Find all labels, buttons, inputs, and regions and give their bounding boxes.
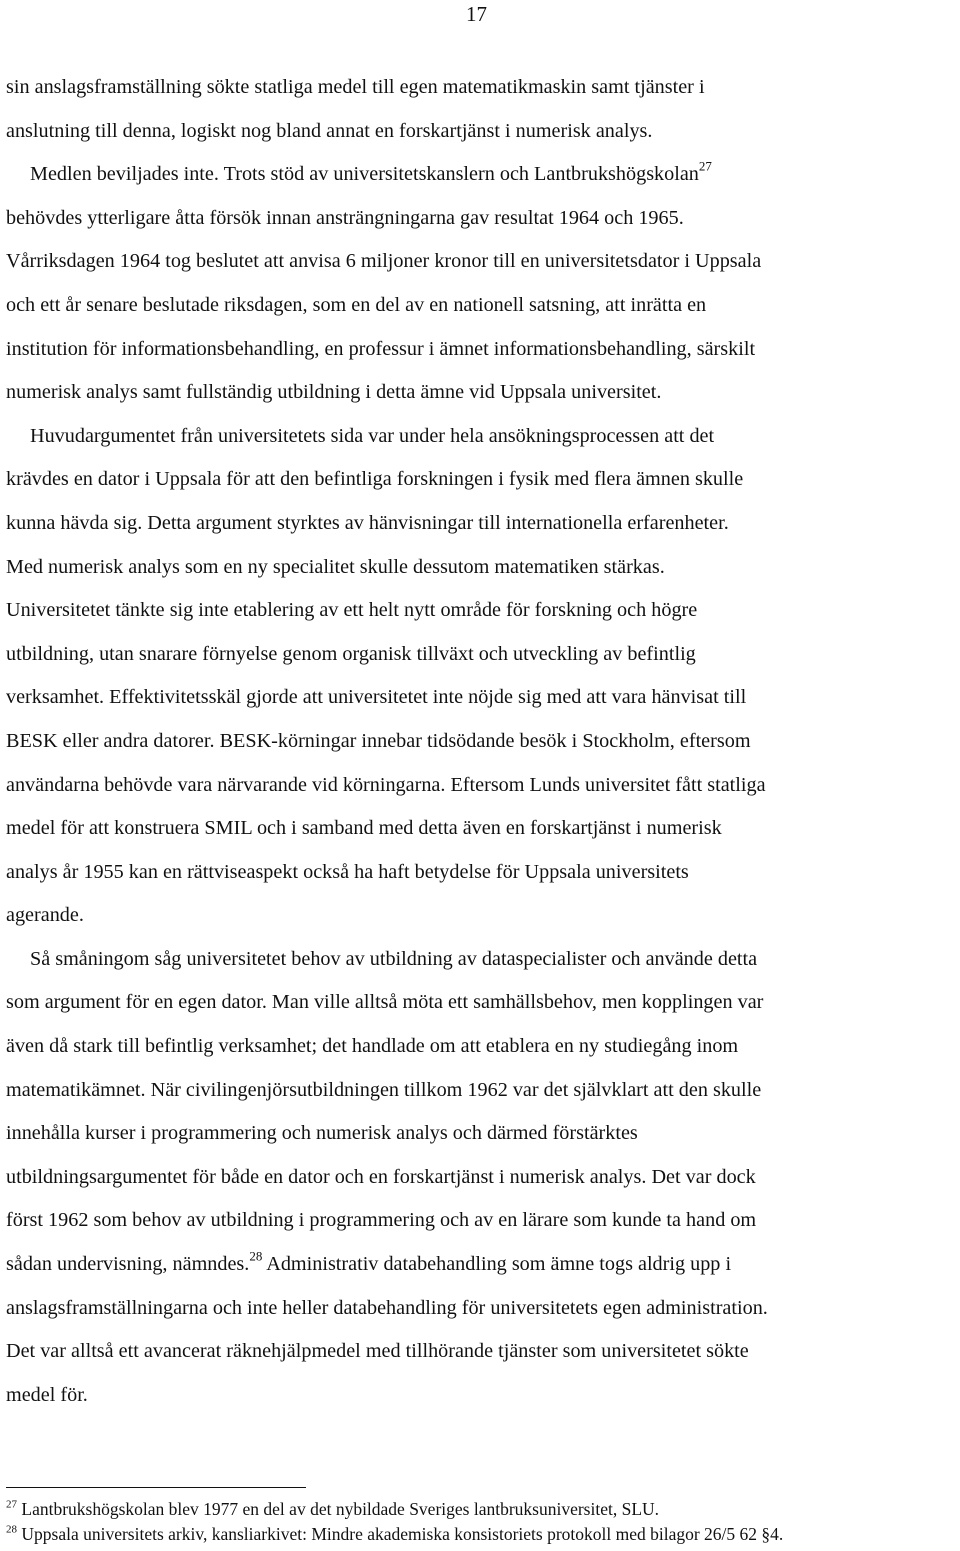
text-line: analys år 1955 kan en rättviseaspekt också ha haft betydelse för Uppsala universitets: [6, 860, 689, 883]
text-line: medel för.: [6, 1383, 88, 1406]
footnote-number: 28: [6, 1523, 17, 1536]
text-segment: Administrativ databehandling som ämne togs aldrig upp i: [262, 1253, 732, 1276]
text-line: [6, 153, 960, 197]
text-line: anslagsframställningarna och inte heller databehandling för universitetets egen administration.: [6, 1296, 768, 1319]
text-line: Det var alltså ett avancerat räknehjälpmedel med tillhörande tjänster som universitetet sökte: [6, 1340, 749, 1363]
text-line: Så småningom såg universitetet behov av utbildning av dataspecialister och använde detta: [30, 947, 758, 970]
text-line: numerisk analys samt fullständig utbildning i detta ämne vid Uppsala universitet.: [6, 381, 662, 404]
text-line: kunna hävda sig. Detta argument styrktes av hänvisningar till internationella erfarenheter.: [6, 511, 729, 534]
text-line: Huvudargumentet från universitetets sida var under hela ansökningsprocessen att det: [30, 424, 715, 447]
text-line: [6, 1243, 960, 1287]
text-line: användarna behövde vara närvarande vid körningarna. Eftersom Lunds universitet fått statliga: [6, 773, 766, 796]
text-line: medel för att konstruera SMIL och i samband med detta även en forskartjänst i numerisk: [6, 817, 722, 840]
text-line: först 1962 som behov av utbildning i programmering och av en lärare som kunde ta hand om: [6, 1209, 757, 1232]
footnote-text: Lantbrukshögskolan blev 1977 en del av det nybildade Sveriges lantbruksuniversitet, SLU.: [17, 1499, 660, 1519]
footnotes: [6, 1497, 956, 1547]
text-segment: sådan undervisning, nämndes.: [6, 1253, 250, 1276]
text-line: behövdes ytterligare åtta försök innan ansträngningarna gav resultat 1964 och 1965.: [6, 206, 684, 229]
text-line: som argument för en egen dator. Man ville alltså möta ett samhällsbehov, men kopplingen var: [6, 991, 764, 1014]
text-line: sin anslagsframställning sökte statliga medel till egen matematikmaskin samt tjänster i: [6, 76, 705, 98]
text-line: verksamhet. Effektivitetsskäl gjorde att universitetet inte nöjde sig med att vara hänvisat till: [6, 686, 747, 709]
page-number: 17: [466, 2, 487, 26]
footnote-27: [6, 1497, 956, 1522]
footnote-text: Uppsala universitets arkiv, kansliarkivet: Mindre akademiska konsistoriets protokoll med bilagor 26/5 62 §4.: [17, 1524, 784, 1544]
text-line: även då stark till befintlig verksamhet; det handlade om att etablera en ny studiegång inom: [6, 1035, 739, 1058]
text-line: matematikämnet. När civilingenjörsutbildningen tillkom 1962 var det självklart att den skulle: [6, 1078, 762, 1101]
text-line: och ett år senare beslutade riksdagen, som en del av en nationell satsning, att inrätta en: [6, 293, 707, 316]
text-line: agerande.: [6, 904, 84, 927]
text-segment: Medlen beviljades inte. Trots stöd av universitetskanslern och Lantbrukshögskolan: [30, 163, 699, 186]
footnote-divider: [6, 1487, 306, 1488]
text-line: utbildningsargumentet för både en dator och en forskartjänst i numerisk analys. Det var dock: [6, 1165, 756, 1188]
footnote-ref-28[interactable]: 28: [249, 1248, 263, 1264]
text-line: anslutning till denna, logiskt nog bland annat en forskartjänst i numerisk analys.: [6, 119, 653, 142]
footnote-number: 27: [6, 1498, 17, 1511]
text-line: BESK eller andra datorer. BESK-körningar innebar tidsödande besök i Stockholm, eftersom: [6, 729, 751, 752]
text-line: innehålla kurser i programmering och numerisk analys och därmed förstärktes: [6, 1122, 638, 1145]
text-line: utbildning, utan snarare förnyelse genom organisk tillväxt och utveckling av befintlig: [6, 642, 696, 665]
text-line: Vårriksdagen 1964 tog beslutet att anvisa 6 miljoner kronor till en universitetsdator i Uppsala: [6, 250, 762, 273]
text-line: Universitetet tänkte sig inte etablering av ett helt nytt område för forskning och högre: [6, 599, 698, 622]
text-line: Med numerisk analys som en ny specialitet skulle dessutom matematiken stärkas.: [6, 555, 665, 578]
text-line: krävdes en dator i Uppsala för att den befintliga forskningen i fysik med flera ämnen skulle: [6, 468, 744, 491]
footnote-ref-27[interactable]: 27: [698, 158, 712, 174]
footnote-28: [6, 1522, 956, 1547]
body-text: [6, 66, 960, 1417]
text-line: institution för informationsbehandling, en professur i ämnet informationsbehandling, särskilt: [6, 337, 756, 360]
